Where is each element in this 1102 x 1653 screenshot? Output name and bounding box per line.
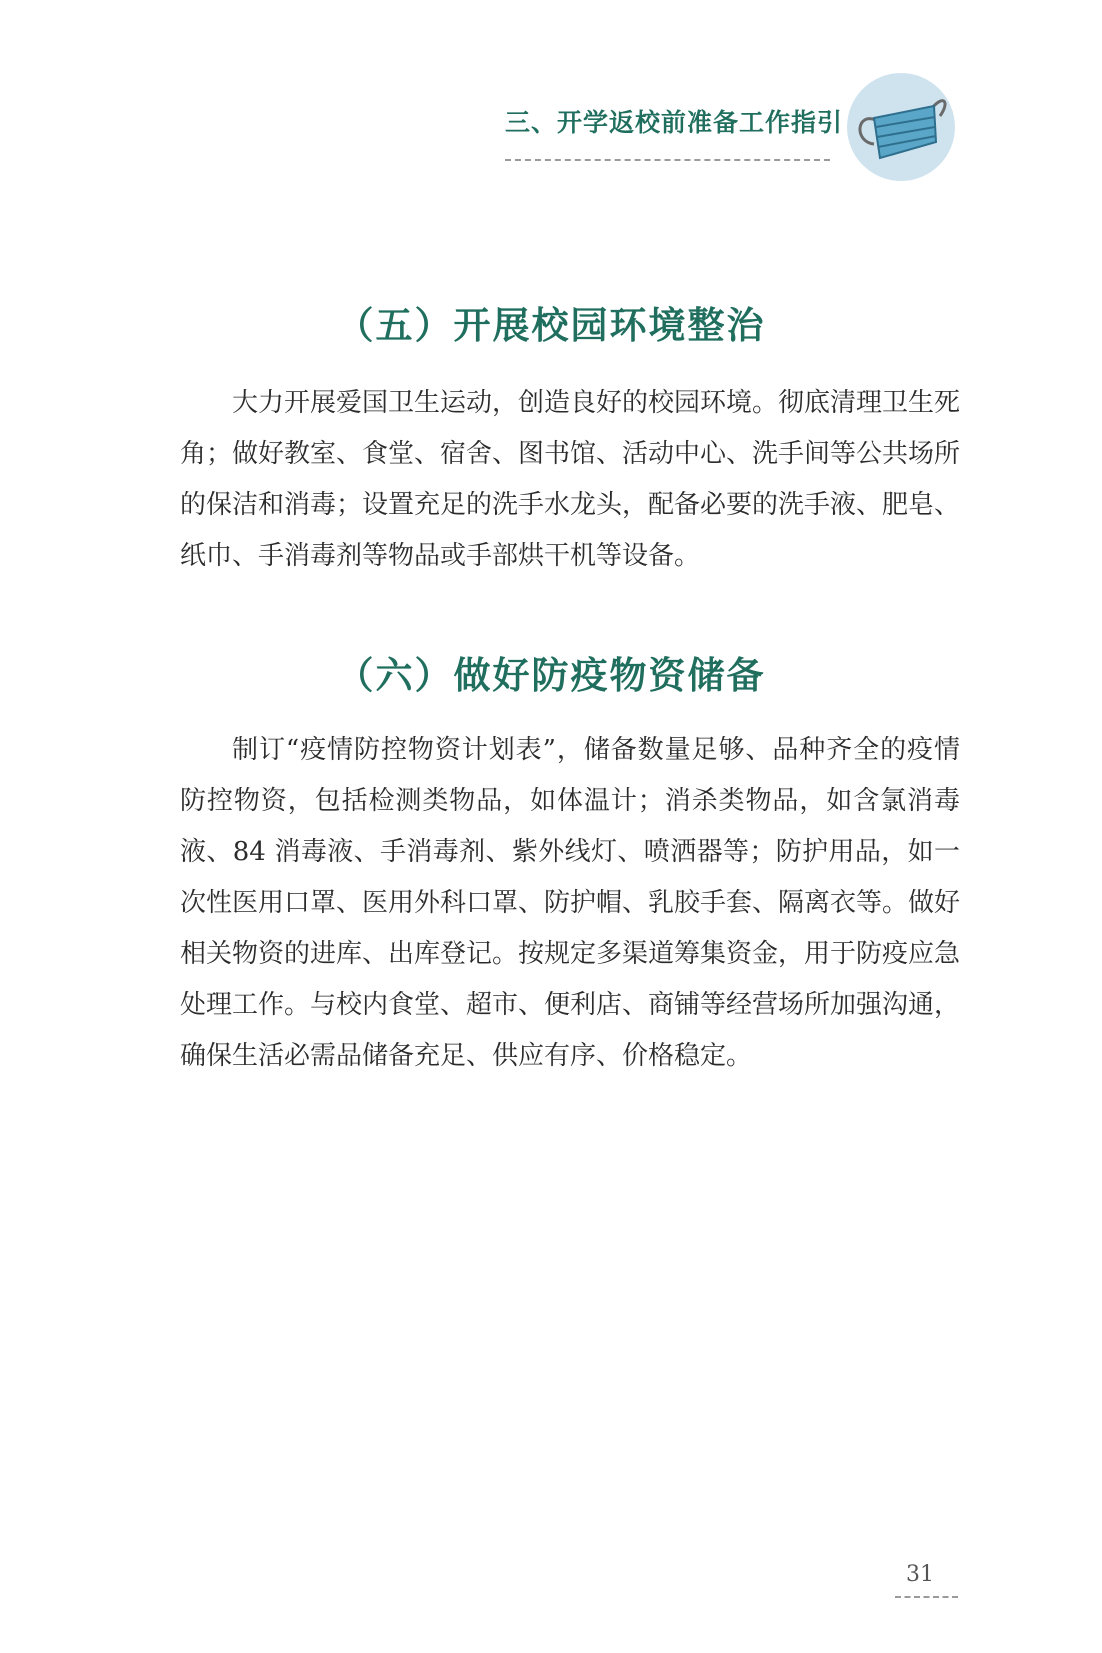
face-mask-icon — [846, 72, 956, 182]
section-heading-6: （六）做好防疫物资储备 — [336, 653, 766, 697]
footer-dashed-rule — [895, 1596, 958, 1598]
face-mask-icon-graphic — [846, 72, 956, 182]
section-paragraph-5: 大力开展爱国卫生运动，创造良好的校园环境。彻底清理卫生死角；做好教室、食堂、宿舍、图书馆、活动中心、洗手间等公共场所的保洁和消毒；设置充足的洗手水龙头，配备必要的洗手液、肥皂、纸巾、手消毒剂等物品或手部烘干机等设备。 — [180, 388, 961, 571]
page-number: 31 — [906, 1562, 934, 1587]
chapter-title: 三、开学返校前准备工作指引 — [505, 108, 844, 137]
header-dashed-rule — [505, 159, 830, 161]
section-paragraph-6: 制订“疫情防控物资计划表”，储备数量足够、品种齐全的疫情防控物资，包括检测类物品，如体温计；消杀类物品，如含氯消毒液、84 消毒液、手消毒剂、紫外线灯、喷洒器等；防护用品，如一次性医用口罩、医用外科口罩、防护帽、乳胶手套、隔离衣等。做好相关物资的进库、出库登记。按规定多渠道筹集资金，用于防疫应急处理工作。与校内食堂、超市、便利店、商铺等经营场所加强沟通，确保生活必需品储备充足、供应有序、价格稳定。 — [180, 735, 961, 1071]
page-header — [0, 0, 1102, 200]
section-heading-5: （五）开展校园环境整治 — [336, 303, 766, 347]
